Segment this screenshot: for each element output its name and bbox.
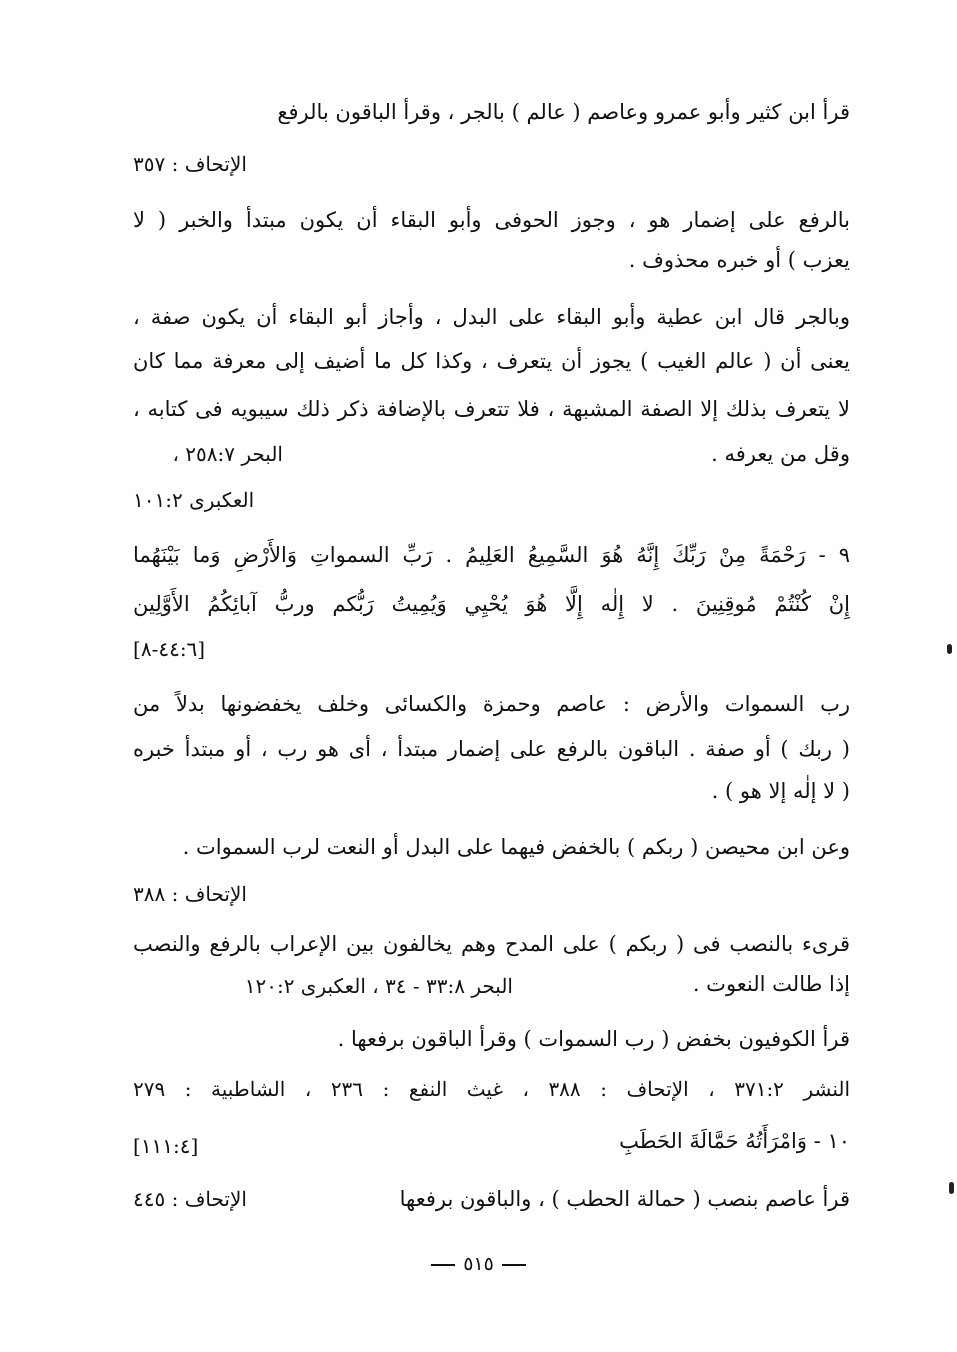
text-line: يعنى أن ( عالم الغيب ) يجوز أن يتعرف ، وكذا كل ما أضيف إلى معرفة مما كان bbox=[133, 349, 850, 373]
text-line: بالرفع على إضمار هو ، وجوز الحوفى وأبو البقاء أن يكون مبتدأ والخبر ( لا bbox=[133, 208, 850, 232]
text-line: قرىء بالنصب فى ( ربكم ) على المدح وهم يخالفون بين الإعراب بالرفع والنصب bbox=[133, 932, 850, 956]
source-reference: البحر ٣٣:٨ - ٣٤ ، العكبرى ١٢٠:٢ bbox=[244, 974, 513, 998]
text-line: وعن ابن محيصن ( ربكم ) بالخفض فيهما على البدل أو النعت لرب السموات . bbox=[182, 835, 850, 859]
text-line: قرأ عاصم بنصب ( حمالة الحطب ) ، والباقون برفعها bbox=[399, 1187, 850, 1211]
dash-right bbox=[431, 1264, 455, 1266]
text-line: يعزب ) أو خبره محذوف . bbox=[628, 248, 850, 272]
scan-mark bbox=[949, 1182, 954, 1194]
verse-reference: [٤٤:٦-٨] bbox=[133, 637, 206, 661]
source-reference: النشر ٣٧١:٢ ، الإتحاف : ٣٨٨ ، غيث النفع : ٢٣٦ ، الشاطبية : ٢٧٩ bbox=[133, 1077, 851, 1101]
text-line: لا يتعرف بذلك إلا الصفة المشبهة ، فلا تتعرف بالإضافة ذكر ذلك سيبويه فى كتابه ، bbox=[133, 397, 850, 421]
dash-left bbox=[502, 1264, 526, 1266]
page-number bbox=[0, 1253, 957, 1275]
text-line: وقل من يعرفه . bbox=[711, 442, 850, 466]
source-reference: العكبرى ١٠١:٢ bbox=[133, 488, 255, 512]
text-line: قرأ الكوفيون بخفض ( رب السموات ) وقرأ الباقون برفعها . bbox=[337, 1027, 850, 1051]
scan-mark bbox=[947, 644, 952, 654]
quran-verse-line: ٩ - رَحْمَةً مِنْ رَبِّكَ إِنَّهُ هُوَ السَّمِيعُ العَلِيمُ . رَبِّ السمواتِ وَالأَرْضِ وَما بَيْنَهُما bbox=[133, 543, 850, 567]
source-reference: البحر ٢٥٨:٧ ، bbox=[172, 442, 283, 466]
text-line: رب السموات والأرض : عاصم وحمزة والكسائى وخلف يخفضونها بدلاً من bbox=[133, 692, 850, 716]
text-line: ( لا إلٰه إلا هو ) . bbox=[711, 779, 850, 803]
text-line: قرأ ابن كثير وأبو عمرو وعاصم ( عالم ) بالجر ، وقرأ الباقون بالرفع bbox=[277, 100, 850, 124]
source-reference: الإتحاف : ٣٥٧ bbox=[133, 152, 247, 176]
text-line: وبالجر قال ابن عطية وأبو البقاء على البدل ، وأجاز أبو البقاء أن يكون صفة ، bbox=[133, 305, 850, 329]
text-line: ( ربك ) أو صفة . الباقون بالرفع على إضمار مبتدأ ، أى هو رب ، أو مبتدأ خبره bbox=[133, 737, 850, 761]
text-line: إذا طالت النعوت . bbox=[692, 972, 850, 996]
page-number-text: ٥١٥ bbox=[463, 1253, 494, 1275]
quran-verse-line: ١٠ - وَامْرَأَتُهُ حَمَّالَةَ الحَطَبِ bbox=[619, 1129, 850, 1153]
verse-reference: [١١١:٤] bbox=[133, 1134, 199, 1158]
source-reference: الإتحاف : ٤٤٥ bbox=[133, 1187, 247, 1211]
quran-verse-line: إِنْ كُنْتُمْ مُوقِنِينَ . لا إِلٰه إِلَّا هُوَ يُحْيِي وَيُمِيتُ رَبُّكم وربُّ آبائِكُمُ الأَوَّلِين bbox=[133, 592, 850, 616]
source-reference: الإتحاف : ٣٨٨ bbox=[133, 882, 247, 906]
